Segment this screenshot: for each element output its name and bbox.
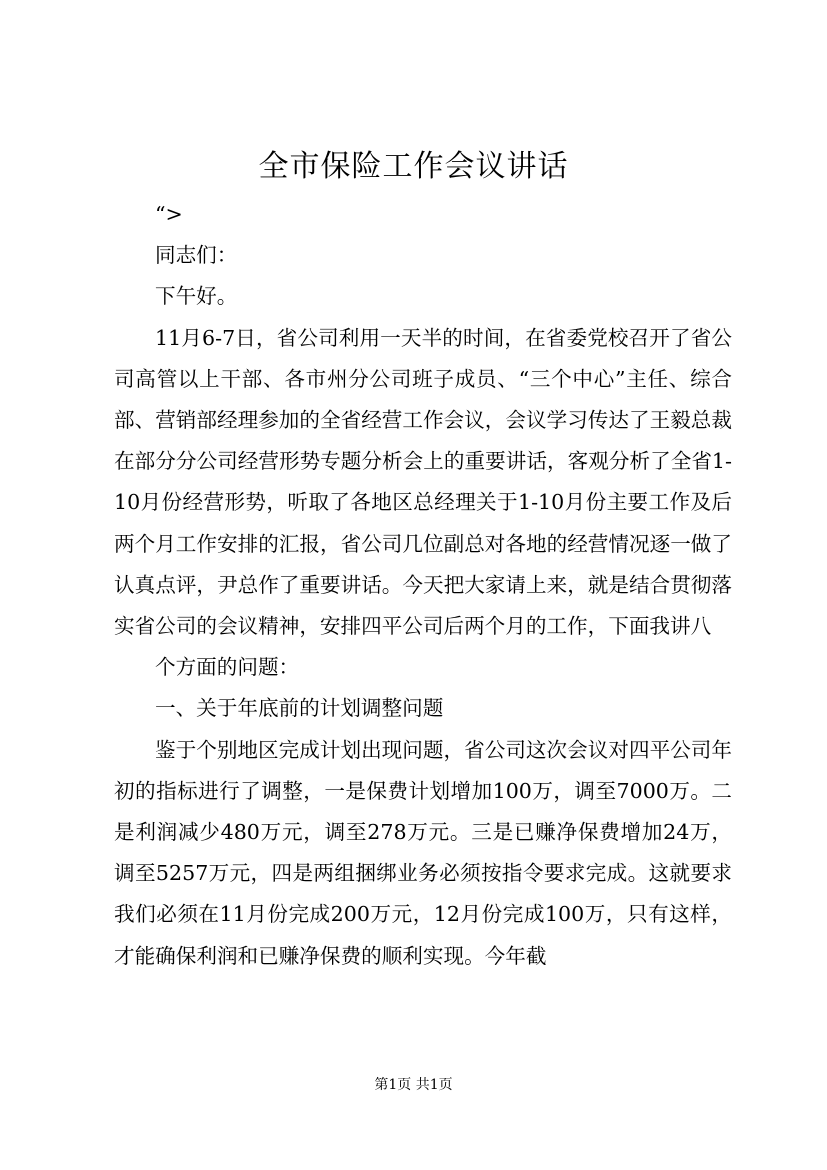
paragraph-issues-intro: 个方面的问题： (155, 655, 300, 680)
paragraph-plan-adjustment: 鉴于个别地区完成计划出现问题，省公司这次会议对四平公司年初的指标进行了调整，一是保费计划增加100万，调至7000万。二是利润减少480万元，调至278万元。三是已赚净保费增加24万，调至5257万元，四是两组捆绑业务必须按指令要求完成。这就要求我们必须在11月份完成200万元，12月份完成100万，只有这样，才能确保利润和已赚净保费的顺利实现。今年截 (114, 737, 732, 968)
paragraph-meeting-summary: 11月6-7日，省公司利用一天半的时间，在省委党校召开了省公司高管以上干部、各市州分公司班子成员、“三个中心”主任、综合部、营销部经理参加的全省经营工作会议，会议学习传达了王毅总裁在部分分公司经营形势专题分析会上的重要讲话，客观分析了全省1-10月份经营形势，听取了各地区总经理关于1-10月份主要工作及后两个月工作安排的汇报，省公司几位副总对各地的经营情况逐一做了认真点评，尹总作了重要讲话。今天把大家请上来，就是结合贯彻落实省公司的会议精神，安排四平公司后两个月的工作，下面我讲八 (114, 325, 732, 639)
paragraph-greeting: 下午好。 (155, 284, 238, 309)
page-footer: 第1页 共1页 (374, 1077, 453, 1093)
section-heading-1: 一、关于年底前的计划调整问题 (155, 696, 444, 721)
document-title: 全市保险工作会议讲话 (258, 149, 569, 184)
paragraph-salutation: 同志们： (155, 243, 238, 268)
paragraph-quote-mark: “> (155, 202, 183, 226)
document-body (114, 194, 732, 977)
